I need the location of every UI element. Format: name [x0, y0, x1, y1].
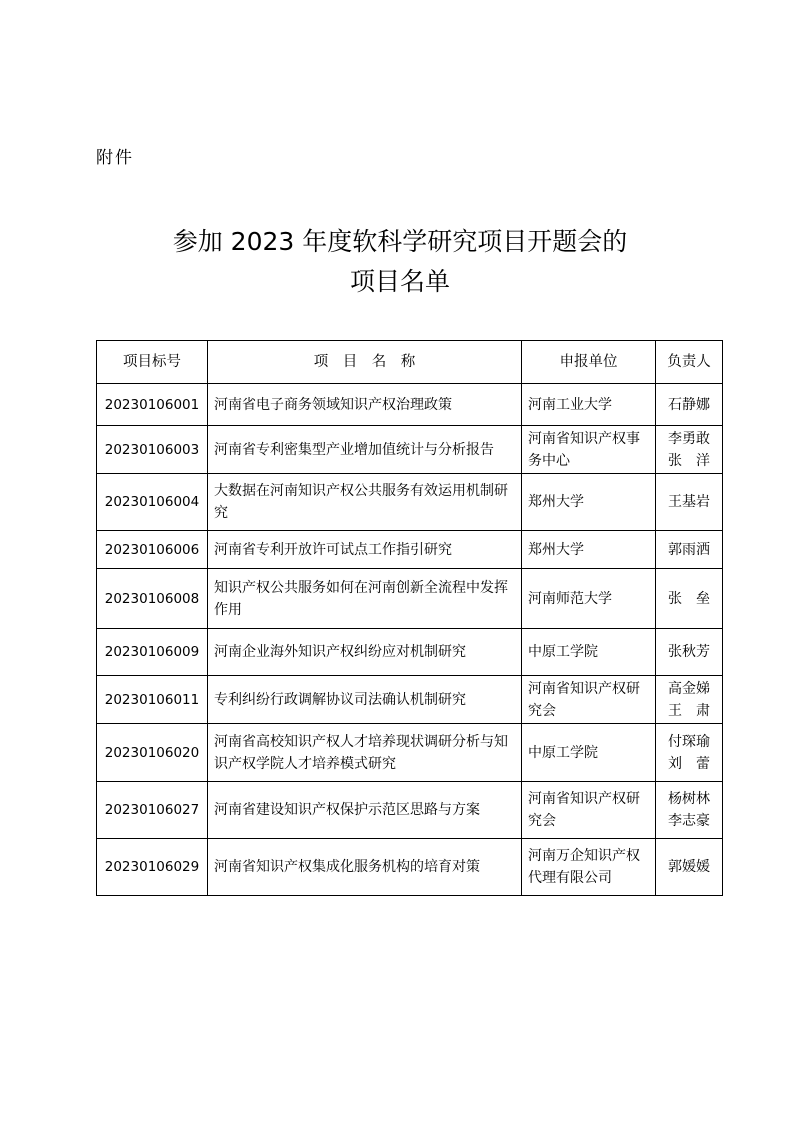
project-list-table [96, 340, 723, 896]
table-row [97, 531, 723, 569]
person-name: 张 垒 [668, 590, 710, 607]
applicant-unit-cell: 中原工学院 [522, 724, 656, 782]
project-id-cell: 20230106004 [97, 474, 208, 531]
project-name-cell: 大数据在河南知识产权公共服务有效运用机制研究 [208, 474, 522, 531]
person-name: 高金娣 [668, 680, 710, 697]
person-name: 王基岩 [668, 494, 710, 510]
table-row [97, 426, 723, 474]
person-in-charge-cell [656, 724, 723, 782]
person-in-charge-cell [656, 629, 723, 676]
applicant-unit-cell: 河南省知识产权研究会 [522, 782, 656, 839]
person-name: 郭媛媛 [668, 859, 710, 875]
person-in-charge-cell [656, 569, 723, 629]
person-name: 付琛瑜 [668, 733, 710, 750]
project-id-cell: 20230106006 [97, 531, 208, 569]
project-id-cell: 20230106011 [97, 676, 208, 724]
project-name-cell: 专利纠纷行政调解协议司法确认机制研究 [208, 676, 522, 724]
project-id-cell: 20230106009 [97, 629, 208, 676]
person-name: 王 肃 [668, 702, 710, 719]
person-name: 郭雨洒 [668, 541, 710, 558]
applicant-unit-cell: 河南师范大学 [522, 569, 656, 629]
person-name: 张 洋 [668, 452, 710, 469]
applicant-unit-cell: 郑州大学 [522, 531, 656, 569]
person-name: 张秋芳 [668, 644, 710, 660]
project-name-cell: 知识产权公共服务如何在河南创新全流程中发挥作用 [208, 569, 522, 629]
project-id-cell: 20230106003 [97, 426, 208, 474]
document-title-line-2: 项目名单 [349, 267, 450, 296]
table-row [97, 676, 723, 724]
person-name: 杨树林 [668, 791, 710, 807]
person-name: 石静娜 [668, 396, 710, 413]
person-in-charge-cell [656, 782, 723, 839]
person-in-charge-cell [656, 384, 723, 426]
header-project-id: 项目标号 [97, 341, 208, 384]
applicant-unit-cell: 河南省知识产权事务中心 [522, 426, 656, 474]
project-name-cell: 河南企业海外知识产权纠纷应对机制研究 [208, 629, 522, 676]
person-in-charge-cell [656, 839, 723, 896]
project-id-cell: 20230106029 [97, 839, 208, 896]
project-name-cell: 河南省专利密集型产业增加值统计与分析报告 [208, 426, 522, 474]
applicant-unit-cell: 郑州大学 [522, 474, 656, 531]
project-name-cell: 河南省电子商务领域知识产权治理政策 [208, 384, 522, 426]
applicant-unit-cell: 河南工业大学 [522, 384, 656, 426]
table-row [97, 724, 723, 782]
header-applicant-unit: 申报单位 [522, 341, 656, 384]
project-name-cell: 河南省知识产权集成化服务机构的培育对策 [208, 839, 522, 896]
person-in-charge-cell [656, 531, 723, 569]
applicant-unit-cell: 河南万企知识产权代理有限公司 [522, 839, 656, 896]
person-name: 李勇敢 [668, 430, 710, 447]
table-row [97, 569, 723, 629]
table-row [97, 839, 723, 896]
table-header-row [97, 341, 723, 384]
applicant-unit-cell: 河南省知识产权研究会 [522, 676, 656, 724]
header-person-in-charge: 负责人 [656, 341, 723, 384]
project-name-cell: 河南省高校知识产权人才培养现状调研分析与知识产权学院人才培养模式研究 [208, 724, 522, 782]
person-name: 刘 蕾 [668, 755, 710, 772]
project-id-cell: 20230106008 [97, 569, 208, 629]
person-in-charge-cell [656, 474, 723, 531]
project-id-cell: 20230106020 [97, 724, 208, 782]
person-name: 李志豪 [668, 813, 710, 829]
project-id-cell: 20230106001 [97, 384, 208, 426]
table-row [97, 384, 723, 426]
project-name-cell: 河南省专利开放许可试点工作指引研究 [208, 531, 522, 569]
applicant-unit-cell: 中原工学院 [522, 629, 656, 676]
table-row [97, 474, 723, 531]
project-id-cell: 20230106027 [97, 782, 208, 839]
header-project-name: 项 目 名 称 [208, 341, 522, 384]
table-row [97, 629, 723, 676]
table-row [97, 782, 723, 839]
person-in-charge-cell [656, 676, 723, 724]
person-in-charge-cell [656, 426, 723, 474]
document-title-line-1: 参加 2023 年度软科学研究项目开题会的 [172, 227, 628, 256]
project-name-cell: 河南省建设知识产权保护示范区思路与方案 [208, 782, 522, 839]
attachment-label: 附件 [96, 148, 134, 168]
